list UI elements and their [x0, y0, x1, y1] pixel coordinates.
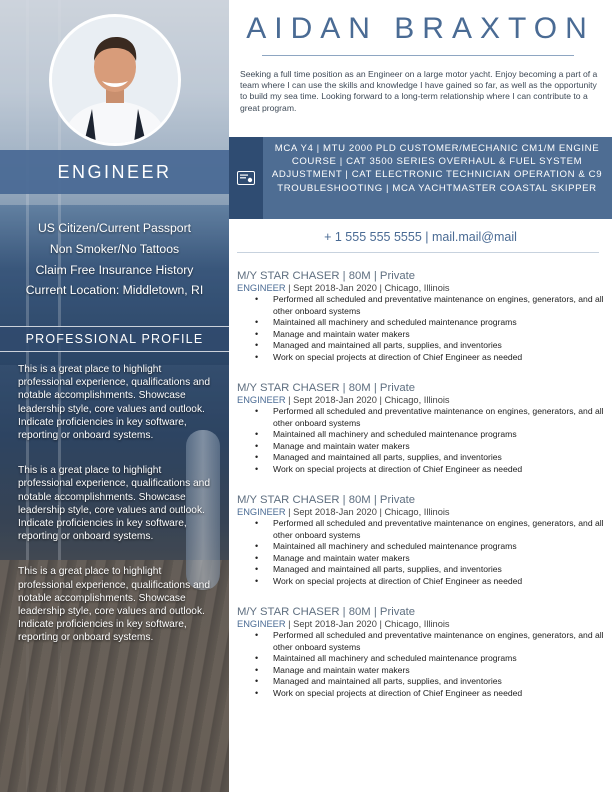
list-item: • Performed all scheduled and preventative maintenance on engines, generators, and all other onboard systems	[273, 406, 607, 429]
job-bullets	[237, 630, 607, 700]
job-role: ENGINEER	[237, 283, 286, 293]
job-role: ENGINEER	[237, 395, 286, 405]
job-details: | Sept 2018-Jan 2020 | Chicago, Illinois	[285, 283, 450, 293]
contact-line: + 1 555 555 5555 | mail.mail@mail	[324, 230, 517, 244]
list-item: • Manage and maintain water makers	[273, 665, 607, 677]
fact-item: Non Smoker/No Tattoos	[49, 241, 180, 256]
list-item: • Manage and maintain water makers	[273, 441, 607, 453]
list-item: • Managed and maintained all parts, supplies, and inventories	[273, 452, 607, 464]
list-item: • Manage and maintain water makers	[273, 553, 607, 565]
job-meta	[237, 283, 607, 293]
list-item: • Maintained all machinery and scheduled maintenance programs	[273, 541, 607, 553]
job-role: ENGINEER	[237, 619, 286, 629]
list-item: • Maintained all machinery and scheduled maintenance programs	[273, 429, 607, 441]
profile-heading-label: PROFESSIONAL PROFILE	[25, 332, 204, 346]
job-details: | Sept 2018-Jan 2020 | Chicago, Illinois	[285, 395, 450, 405]
list-item: • Managed and maintained all parts, supplies, and inventories	[273, 676, 607, 688]
divider	[262, 55, 574, 56]
job-bullets	[237, 406, 607, 476]
list-item: • Maintained all machinery and scheduled maintenance programs	[273, 653, 607, 665]
candidate-name: AIDAN BRAXTON	[246, 12, 595, 45]
job-details: | Sept 2018-Jan 2020 | Chicago, Illinois	[285, 619, 450, 629]
list-item: • Managed and maintained all parts, supplies, and inventories	[273, 564, 607, 576]
personal-facts	[0, 218, 229, 301]
profile-body	[18, 363, 218, 667]
profile-paragraph: This is a great place to highlight professional experience, qualifications and notable accomplishments. Showcase leadership style, core values and outlook. Indicate proficiencies in key software, reporting or onboard systems.	[18, 566, 210, 644]
certifications-list: MCA Y4 | MTU 2000 PLD CUSTOMER/MECHANIC CM1/M ENGINE COURSE | CAT 3500 SERIES OVERHAUL & FUEL SYSTEM ADJUSTMENT | CAT ELECTRONIC TECHNICIAN OPERATION & C9 TROUBLESHOOTING | MCA YACHTMASTER COASTAL SKIPPER	[271, 143, 603, 194]
fact-item: US Citizen/Current Passport	[37, 221, 192, 235]
list-item: • Work on special projects at direction of Chief Engineer as needed	[273, 576, 607, 588]
list-item: • Managed and maintained all parts, supplies, and inventories	[273, 340, 607, 352]
job-role: ENGINEER	[237, 507, 286, 517]
list-item: • Work on special projects at direction of Chief Engineer as needed	[273, 688, 607, 700]
certificate-icon	[237, 171, 255, 185]
portrait-icon	[52, 17, 178, 143]
job-bullets	[237, 518, 607, 588]
experience-entry	[237, 270, 607, 364]
list-item: • Work on special projects at direction of Chief Engineer as needed	[273, 464, 607, 476]
list-item: • Performed all scheduled and preventative maintenance on engines, generators, and all other onboard systems	[273, 630, 607, 653]
fact-item: Claim Free Insurance History	[35, 262, 194, 277]
role-title: ENGINEER	[57, 161, 172, 182]
experience-entry	[237, 494, 607, 588]
job-bullets	[237, 294, 607, 364]
list-item: • Performed all scheduled and preventative maintenance on engines, generators, and all other onboard systems	[273, 294, 607, 317]
list-item: • Manage and maintain water makers	[273, 329, 607, 341]
avatar	[49, 14, 181, 146]
job-title: M/Y STAR CHASER | 80M | Private	[237, 494, 416, 506]
job-meta	[237, 395, 607, 405]
job-title: M/Y STAR CHASER | 80M | Private	[237, 270, 416, 282]
divider	[237, 252, 599, 253]
job-meta	[237, 507, 607, 517]
fact-item: Current Location: Middletown, RI	[25, 283, 204, 298]
list-item: • Performed all scheduled and preventative maintenance on engines, generators, and all other onboard systems	[273, 518, 607, 541]
job-meta	[237, 619, 607, 629]
role-banner	[0, 150, 229, 194]
experience-entry	[237, 382, 607, 476]
profile-paragraph: This is a great place to highlight professional experience, qualifications and notable accomplishments. Showcase leadership style, core values and outlook. Indicate proficiencies in key software, reporting or onboard systems.	[18, 465, 210, 543]
experience-entry	[237, 606, 607, 700]
job-title: M/Y STAR CHASER | 80M | Private	[237, 606, 416, 618]
list-item: • Maintained all machinery and scheduled maintenance programs	[273, 317, 607, 329]
profile-paragraph: This is a great place to highlight professional experience, qualifications and notable accomplishments. Showcase leadership style, core values and outlook. Indicate proficiencies in key software, reporting or onboard systems.	[18, 364, 210, 442]
list-item: • Work on special projects at direction of Chief Engineer as needed	[273, 352, 607, 364]
certifications-icon-box	[229, 137, 263, 219]
job-title: M/Y STAR CHASER | 80M | Private	[237, 382, 416, 394]
profile-heading	[0, 326, 229, 352]
job-details: | Sept 2018-Jan 2020 | Chicago, Illinois	[285, 507, 450, 517]
objective-statement: Seeking a full time position as an Engineer on a large motor yacht. Enjoy becoming a part of a team where I can use the skills and knowledge I have gained so far, as well as the opportunity to build my sea time. Looking forward to a long-term relationship where I can contribute to a great program.	[240, 69, 598, 113]
